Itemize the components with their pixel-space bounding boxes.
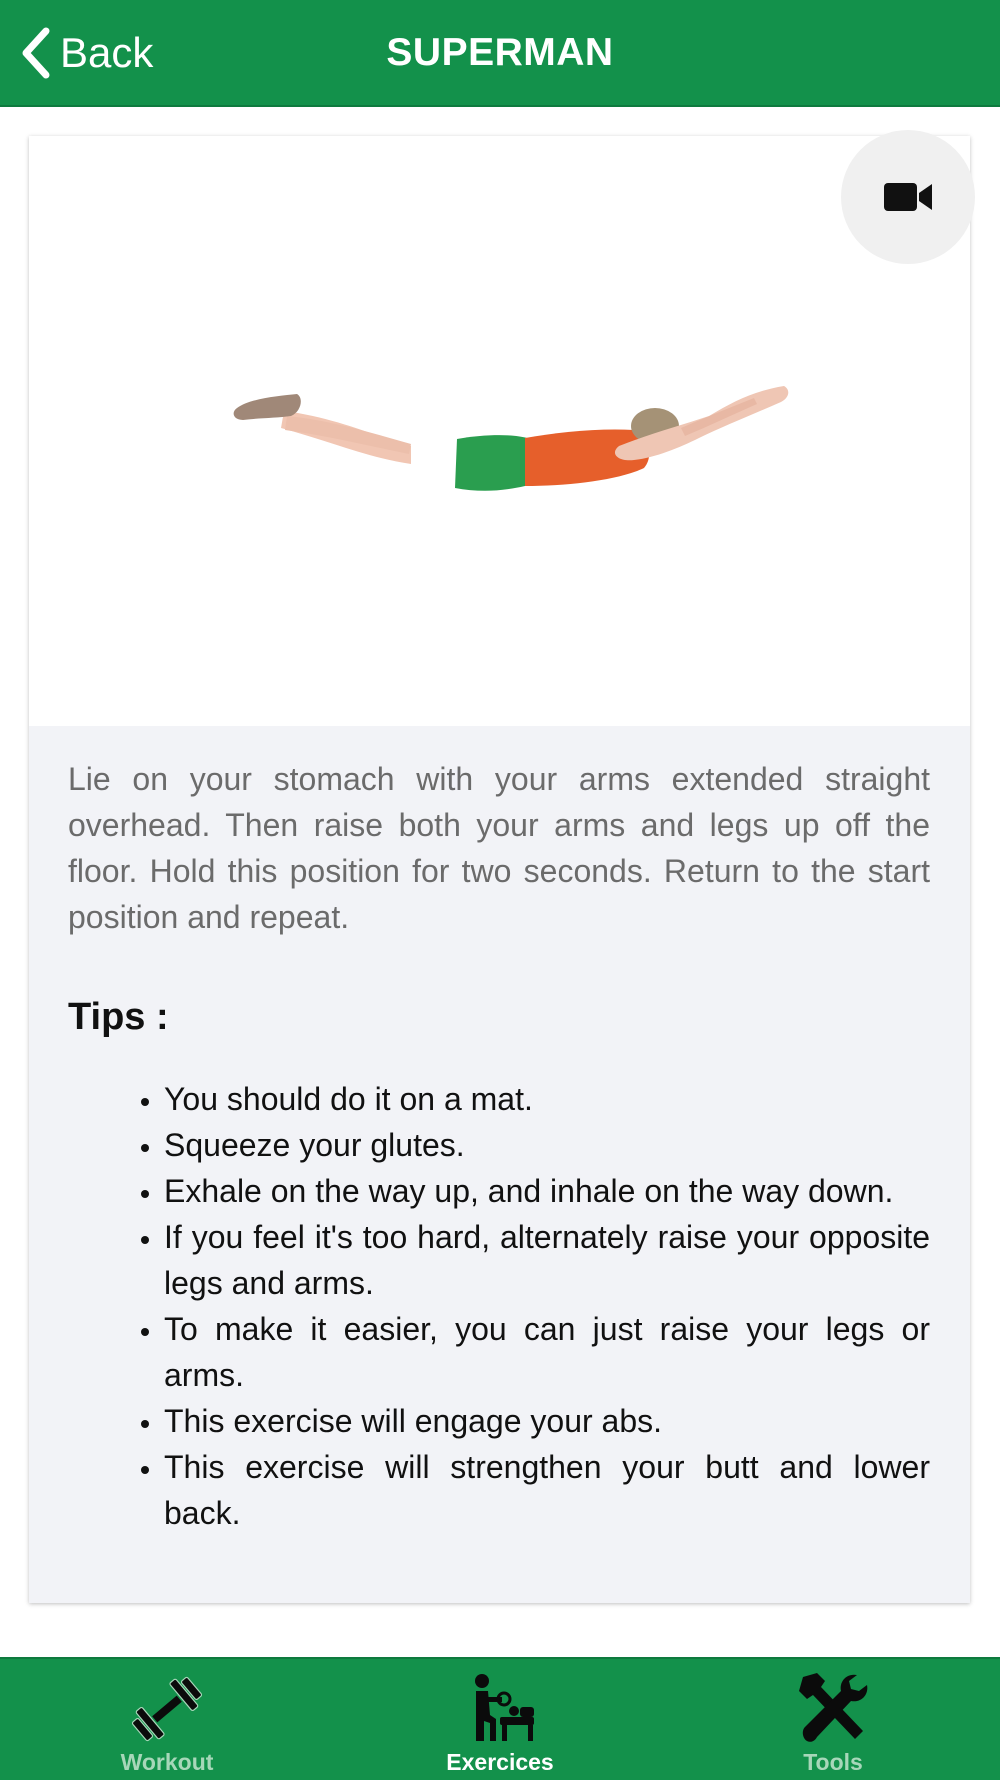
exercise-card (29, 136, 970, 1603)
tip-item: • Squeeze your glutes. (164, 1122, 930, 1168)
hammer-wrench-icon (795, 1671, 871, 1747)
dumbbell-icon (129, 1671, 205, 1747)
bench-press-icon (462, 1671, 538, 1747)
nav-label-workout: Workout (120, 1749, 214, 1775)
video-camera-icon (883, 180, 933, 214)
nav-item-exercices[interactable] (400, 1659, 600, 1780)
exercise-description: Lie on your stomach with your arms extended straight overhead. Then raise both your arms and legs up off the floor. Hold this position for two seconds. Return to the start position and repeat. (68, 761, 930, 935)
nav-item-tools[interactable] (733, 1659, 933, 1780)
page-title: SUPERMAN (386, 31, 614, 74)
play-video-button[interactable] (841, 130, 975, 264)
nav-item-workout[interactable] (67, 1659, 267, 1780)
top-app-bar (0, 0, 1000, 107)
tip-item: • To make it easier, you can just raise your legs or arms. (164, 1306, 930, 1398)
tip-item: • Exhale on the way up, and inhale on the way down. (164, 1168, 930, 1214)
tip-item: • This exercise will strengthen your butt and lower back. (164, 1444, 930, 1536)
tips-heading: Tips : (68, 996, 169, 1038)
superman-exercise-illustration (229, 346, 799, 496)
exercise-illustration-panel (29, 136, 970, 726)
tip-item: • This exercise will engage your abs. (164, 1398, 930, 1444)
tip-item: • You should do it on a mat. (164, 1076, 930, 1122)
back-label: Back (60, 29, 154, 76)
tips-list (68, 1076, 930, 1536)
nav-label-exercices: Exercices (446, 1749, 554, 1775)
bottom-navigation (0, 1657, 1000, 1780)
nav-label-tools: Tools (803, 1749, 863, 1775)
tip-item: • If you feel it's too hard, alternately raise your opposite legs and arms. (164, 1214, 930, 1306)
